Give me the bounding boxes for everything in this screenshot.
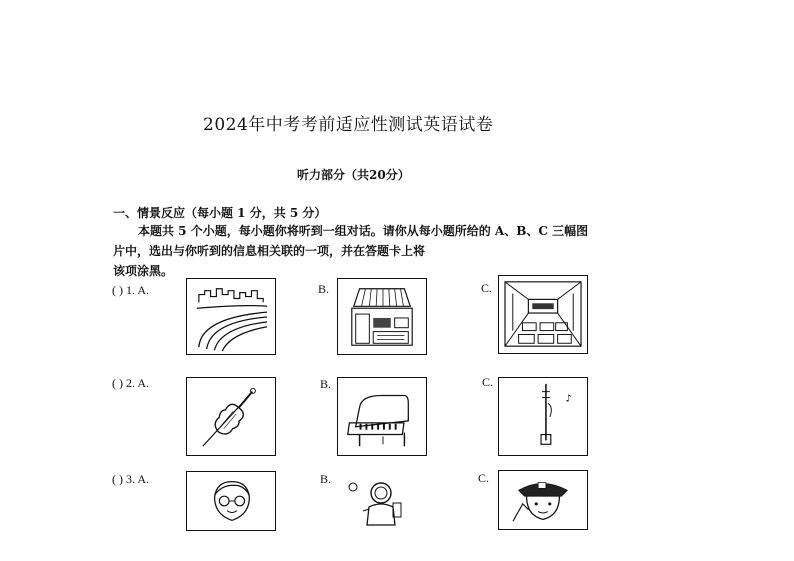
question-2-option-b-letter: B. xyxy=(320,377,332,391)
question-3-option-b-letter: B. xyxy=(320,472,332,486)
question-3-label: ( ) 3. A. xyxy=(112,472,149,486)
question-3-option-a[interactable] xyxy=(186,471,276,531)
instruction-line-1: 本题共 5 个小题，每小题你将听到一组对话。请你从每小题所给的 A、B、C 三幅图 xyxy=(138,224,589,238)
question-2-option-c-letter: C. xyxy=(482,375,494,389)
question-3-option-b[interactable] xyxy=(337,475,427,527)
instruction-line-2: 片中，选出与你听到的信息相关联的一项，并在答题卡上将 xyxy=(113,244,426,258)
piano-icon xyxy=(338,378,426,455)
woman-with-glasses-icon xyxy=(187,472,275,530)
astronaut-icon xyxy=(337,475,427,527)
question-3-option-c[interactable] xyxy=(498,470,588,530)
question-3-option-c-letter: C. xyxy=(478,471,490,485)
question-2-label: ( ) 2. A. xyxy=(112,376,149,390)
question-1-option-b-letter: B. xyxy=(318,282,330,296)
section-heading: 一、情景反应（每小题 1 分，共 5 分） xyxy=(113,206,327,220)
question-1-option-c[interactable] xyxy=(498,275,588,354)
question-1-option-a[interactable] xyxy=(186,278,276,355)
question-1-option-c-letter: C. xyxy=(481,281,493,295)
page-title: 2024年中考考前适应性测试英语试卷 xyxy=(203,115,494,135)
question-2-option-a[interactable] xyxy=(186,377,276,456)
erhu-icon xyxy=(499,378,587,455)
stadium-track-icon xyxy=(187,279,275,354)
violin-icon xyxy=(187,378,275,455)
svg-text:♪: ♪ xyxy=(565,393,572,405)
shop-building-icon xyxy=(338,279,426,354)
police-officer-icon xyxy=(499,471,587,529)
question-1-label: ( ) 1. A. xyxy=(112,283,149,297)
section-subtitle: 听力部分（共20分） xyxy=(297,168,410,182)
question-1-option-b[interactable] xyxy=(337,278,427,355)
classroom-icon xyxy=(499,276,587,353)
question-2-option-c[interactable] xyxy=(498,377,588,456)
question-2-option-b[interactable] xyxy=(337,377,427,456)
instruction-line-3: 该项涂黑。 xyxy=(113,264,174,278)
